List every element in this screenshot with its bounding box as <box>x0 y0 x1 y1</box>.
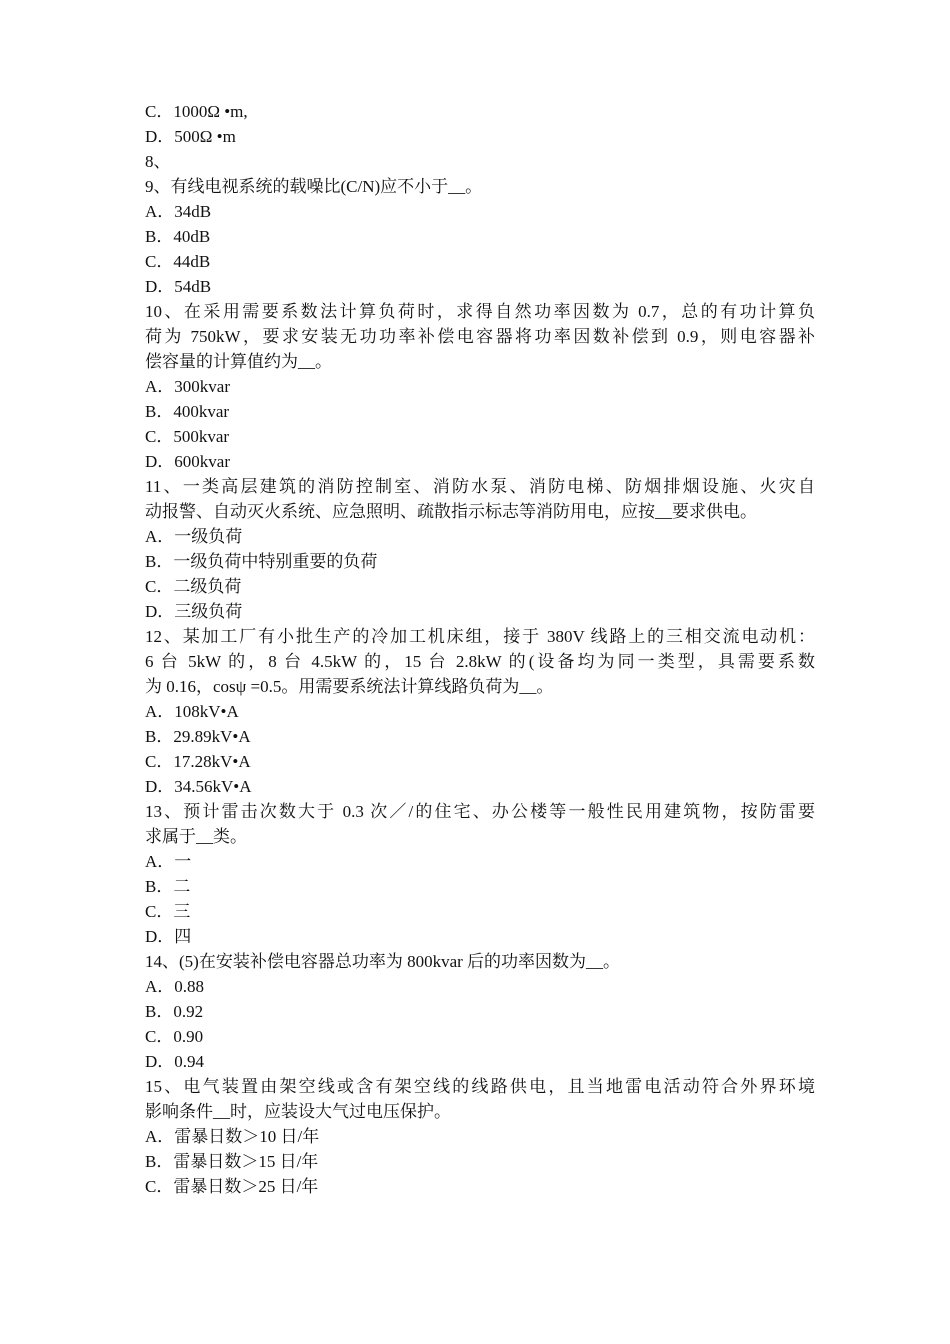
option-line: D．500Ω •m <box>145 127 236 146</box>
option-line: C．500kvar <box>145 427 230 446</box>
answer-option <box>145 724 815 749</box>
answer-option <box>145 574 815 599</box>
question-text <box>145 1074 815 1124</box>
option-line: A．雷暴日数＞10 日/年 <box>145 1127 320 1146</box>
option-line: A．0.88 <box>145 977 205 996</box>
answer-option <box>145 1024 815 1049</box>
answer-option <box>145 374 815 399</box>
question-line: 荷为 750kW，要求安装无功功率补偿电容器将功率因数补偿到 0.9，则电容器补 <box>145 327 815 346</box>
option-line: C．17.28kV•A <box>145 752 251 771</box>
question-line: 13、预计雷击次数大于 0.3 次／/的住宅、办公楼等一般性民用建筑物，按防雷要 <box>145 802 815 821</box>
question-line: 偿容量的计算值约为__。 <box>145 352 332 371</box>
option-line: D．0.94 <box>145 1052 205 1071</box>
answer-option <box>145 224 815 249</box>
question-line: 12、某加工厂有小批生产的冷加工机床组，接于 380V 线路上的三相交流电动机： <box>145 627 815 646</box>
option-line: C．雷暴日数＞25 日/年 <box>145 1177 319 1196</box>
option-line: A．一级负荷 <box>145 527 243 546</box>
option-line: C．二级负荷 <box>145 577 242 596</box>
answer-option <box>145 1174 815 1199</box>
answer-option <box>145 524 815 549</box>
question-line: 影响条件__时，应装设大气过电压保护。 <box>145 1102 451 1121</box>
option-line: B．0.92 <box>145 1002 204 1021</box>
option-line: D．四 <box>145 927 192 946</box>
option-line: B．二 <box>145 877 191 896</box>
option-line: C．1000Ω •m, <box>145 102 248 121</box>
option-line: C．三 <box>145 902 191 921</box>
option-line: A．300kvar <box>145 377 230 396</box>
option-line: A．34dB <box>145 202 212 221</box>
document-body <box>145 99 815 1199</box>
question-line: 6 台 5kW 的，8 台 4.5kW 的，15 台 2.8kW 的(设备均为同一类型，具需要系数 <box>145 652 815 671</box>
question-text <box>145 474 815 524</box>
answer-option <box>145 774 815 799</box>
answer-option <box>145 1049 815 1074</box>
answer-option <box>145 849 815 874</box>
question-text <box>145 799 815 849</box>
answer-option <box>145 274 815 299</box>
question-line: 求属于__类。 <box>145 827 247 846</box>
option-line: D．34.56kV•A <box>145 777 252 796</box>
question-line: 11、一类高层建筑的消防控制室、消防水泵、消防电梯、防烟排烟设施、火灾自 <box>145 477 815 496</box>
answer-option <box>145 124 815 149</box>
question-text <box>145 174 815 199</box>
answer-option <box>145 249 815 274</box>
option-line: B．雷暴日数＞15 日/年 <box>145 1152 319 1171</box>
question-line: 为 0.16，cosψ =0.5。用需要系统法计算线路负荷为__。 <box>145 677 554 696</box>
option-line: B．29.89kV•A <box>145 727 251 746</box>
option-line: D．600kvar <box>145 452 230 471</box>
option-line: A．108kV•A <box>145 702 239 721</box>
answer-option <box>145 999 815 1024</box>
option-line: D．54dB <box>145 277 212 296</box>
answer-option <box>145 1124 815 1149</box>
answer-option <box>145 874 815 899</box>
option-line: B．40dB <box>145 227 211 246</box>
answer-option <box>145 899 815 924</box>
answer-option <box>145 199 815 224</box>
option-line: C．44dB <box>145 252 211 271</box>
question-line: 动报警、自动灭火系统、应急照明、疏散指示标志等消防用电，应按__要求供电。 <box>145 502 757 521</box>
answer-option <box>145 924 815 949</box>
option-line: B．一级负荷中特别重要的负荷 <box>145 552 378 571</box>
question-line: 15、电气装置由架空线或含有架空线的线路供电，且当地雷电活动符合外界环境 <box>145 1077 815 1096</box>
question-line: 14、(5)在安装补偿电容器总功率为 800kvar 后的功率因数为__。 <box>145 952 621 971</box>
option-line: C．0.90 <box>145 1027 204 1046</box>
question-text <box>145 299 815 374</box>
answer-option <box>145 1149 815 1174</box>
answer-option <box>145 399 815 424</box>
question-line: 9、有线电视系统的载噪比(C/N)应不小于__。 <box>145 177 483 196</box>
answer-option <box>145 599 815 624</box>
answer-option <box>145 974 815 999</box>
question-text <box>145 149 815 174</box>
question-line: 8、 <box>145 152 171 171</box>
option-line: D．三级负荷 <box>145 602 243 621</box>
answer-option <box>145 699 815 724</box>
question-text <box>145 949 815 974</box>
question-text <box>145 624 815 699</box>
answer-option <box>145 449 815 474</box>
answer-option <box>145 749 815 774</box>
option-line: A．一 <box>145 852 192 871</box>
answer-option <box>145 424 815 449</box>
option-line: B．400kvar <box>145 402 230 421</box>
answer-option <box>145 99 815 124</box>
question-line: 10、在采用需要系数法计算负荷时，求得自然功率因数为 0.7，总的有功计算负 <box>145 302 815 321</box>
answer-option <box>145 549 815 574</box>
